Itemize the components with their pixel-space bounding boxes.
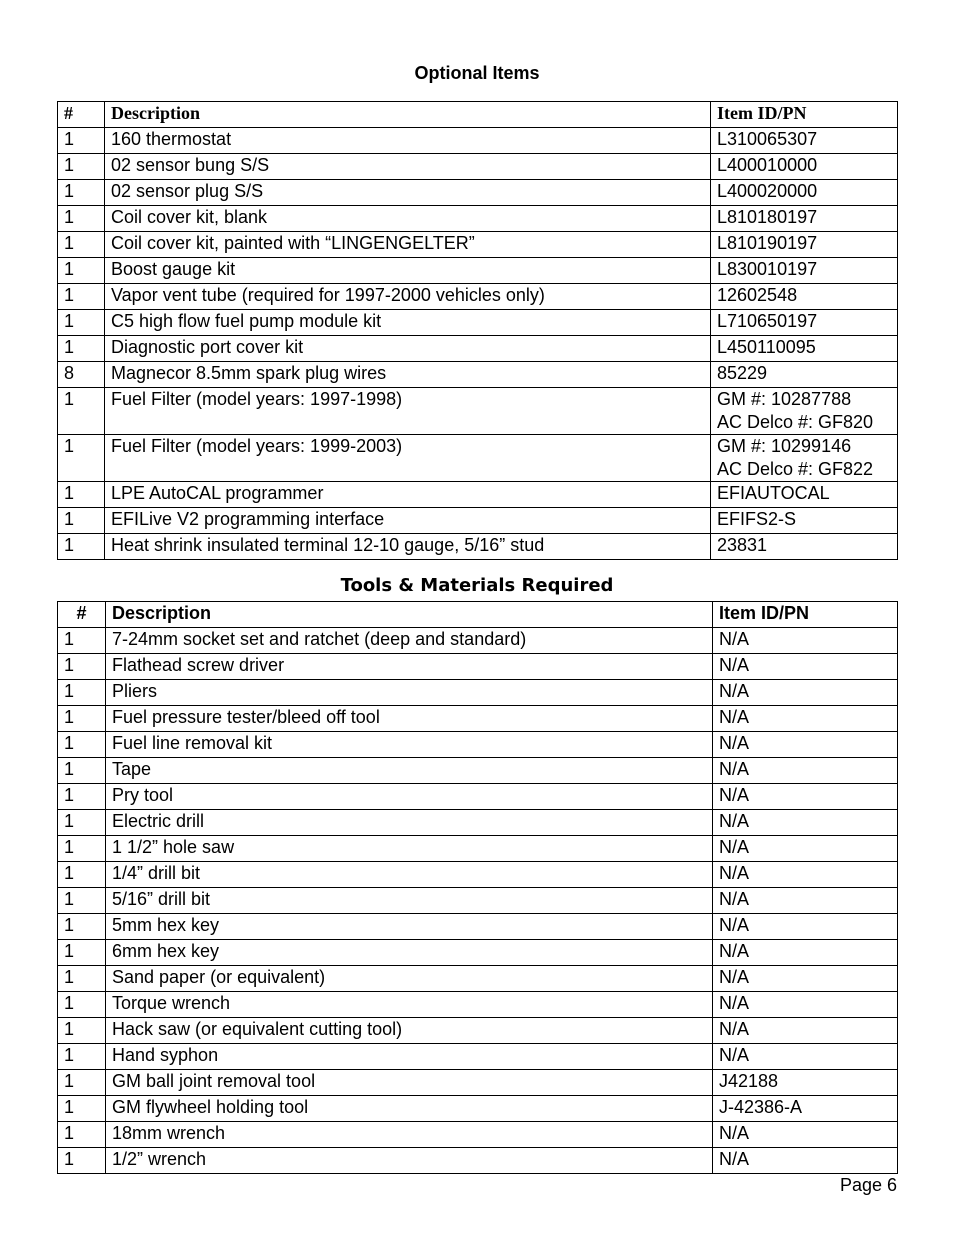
cell-quantity: 1 [58,888,106,914]
cell-item-id: N/A [713,732,898,758]
cell-description: 5mm hex key [106,914,713,940]
table-row [58,732,898,758]
cell-description: Tape [106,758,713,784]
table-row [58,706,898,732]
cell-description: Fuel Filter (model years: 1997-1998) [105,388,711,435]
cell-item-id: J-42386-A [713,1096,898,1122]
table-row [58,1122,898,1148]
cell-description: GM ball joint removal tool [106,1070,713,1096]
cell-description: GM flywheel holding tool [106,1096,713,1122]
col-header-description: Description [106,602,713,628]
table-row [58,232,898,258]
table-row [58,1148,898,1174]
table-row [58,940,898,966]
cell-item-id: L810190197 [711,232,898,258]
cell-quantity: 1 [58,310,105,336]
cell-item-id: L710650197 [711,310,898,336]
cell-description: 1/2” wrench [106,1148,713,1174]
cell-description: Coil cover kit, painted with “LINGENGELTER” [105,232,711,258]
cell-description: Pry tool [106,784,713,810]
cell-item-id: N/A [713,1044,898,1070]
cell-description: 160 thermostat [105,128,711,154]
table-row [58,508,898,534]
cell-description: EFILive V2 programming interface [105,508,711,534]
table-row [58,1096,898,1122]
table-row [58,810,898,836]
cell-item-id: 12602548 [711,284,898,310]
cell-quantity: 1 [58,992,106,1018]
table-row [58,154,898,180]
cell-quantity: 1 [58,940,106,966]
cell-quantity: 1 [58,232,105,258]
cell-item-id: N/A [713,758,898,784]
cell-quantity: 1 [58,206,105,232]
cell-line: AC Delco #: GF820 [717,412,874,432]
cell-description: Fuel line removal kit [106,732,713,758]
cell-description: Fuel Filter (model years: 1999-2003) [105,435,711,482]
cell-item-id: EFIAUTOCAL [711,482,898,508]
cell-description: LPE AutoCAL programmer [105,482,711,508]
table-row [58,1070,898,1096]
cell-quantity: 1 [58,1148,106,1174]
cell-item-id: N/A [713,654,898,680]
cell-item-id: N/A [713,784,898,810]
tools-materials-title: Tools & Materials Required [340,575,614,596]
table-row [58,1044,898,1070]
col-header-number: # [58,102,105,128]
cell-description: 1/4” drill bit [106,862,713,888]
cell-item-id: N/A [713,680,898,706]
cell-description: 18mm wrench [106,1122,713,1148]
cell-item-id: L450110095 [711,336,898,362]
table-row [58,966,898,992]
table-header-row [58,102,898,128]
cell-description: Heat shrink insulated terminal 12-10 gauge, 5/16” stud [105,534,711,560]
cell-description: 7-24mm socket set and ratchet (deep and standard) [106,628,713,654]
table-row [58,836,898,862]
cell-description: 5/16” drill bit [106,888,713,914]
cell-description: Vapor vent tube (required for 1997-2000 vehicles only) [105,284,711,310]
table-row [58,534,898,560]
col-header-item-id: Item ID/PN [713,602,898,628]
cell-quantity: 1 [58,862,106,888]
table-row [58,258,898,284]
cell-quantity: 1 [58,508,105,534]
cell-description: 1 1/2” hole saw [106,836,713,862]
cell-item-id: 85229 [711,362,898,388]
cell-item-id: N/A [713,706,898,732]
cell-quantity: 1 [58,654,106,680]
cell-line: GM #: 10299146 [717,436,852,456]
cell-item-id: N/A [713,810,898,836]
cell-item-id: N/A [713,940,898,966]
table-row [58,206,898,232]
cell-item-id: N/A [713,914,898,940]
cell-quantity: 1 [58,1122,106,1148]
cell-quantity: 1 [58,810,106,836]
table-row [58,758,898,784]
cell-item-id: J42188 [713,1070,898,1096]
cell-description: Boost gauge kit [105,258,711,284]
cell-description: Diagnostic port cover kit [105,336,711,362]
cell-quantity: 1 [58,836,106,862]
cell-quantity: 1 [58,1044,106,1070]
cell-quantity: 1 [58,482,105,508]
tools-materials-table [57,601,898,1174]
table-row [58,888,898,914]
cell-description: Sand paper (or equivalent) [106,966,713,992]
cell-quantity: 1 [58,1018,106,1044]
cell-item-id: EFIFS2-S [711,508,898,534]
cell-quantity: 1 [58,180,105,206]
table-row [58,128,898,154]
cell-quantity: 1 [58,284,105,310]
table-row [58,862,898,888]
cell-quantity: 1 [58,1070,106,1096]
table-header-row [58,602,898,628]
cell-item-id: 23831 [711,534,898,560]
cell-description: C5 high flow fuel pump module kit [105,310,711,336]
cell-description: Hand syphon [106,1044,713,1070]
table-row [58,284,898,310]
cell-quantity: 1 [58,758,106,784]
cell-description: Fuel pressure tester/bleed off tool [106,706,713,732]
cell-item-id: L400010000 [711,154,898,180]
table-row [58,784,898,810]
cell-item-id: N/A [713,1148,898,1174]
cell-item-id: N/A [713,628,898,654]
cell-description: 02 sensor plug S/S [105,180,711,206]
cell-description: Electric drill [106,810,713,836]
cell-item-id [711,435,898,482]
cell-description: Coil cover kit, blank [105,206,711,232]
cell-item-id: N/A [713,888,898,914]
table-row [58,992,898,1018]
cell-item-id: L810180197 [711,206,898,232]
cell-quantity: 1 [58,336,105,362]
cell-quantity: 1 [58,154,105,180]
cell-quantity: 1 [58,680,106,706]
cell-quantity: 1 [58,534,105,560]
col-header-description: Description [105,102,711,128]
page-number: Page 6 [839,1175,897,1195]
cell-line: AC Delco #: GF822 [717,459,874,479]
table-row [58,310,898,336]
cell-item-id: N/A [713,862,898,888]
cell-quantity: 1 [58,914,106,940]
cell-item-id: N/A [713,1018,898,1044]
cell-item-id: N/A [713,1122,898,1148]
cell-description: Magnecor 8.5mm spark plug wires [105,362,711,388]
cell-item-id: N/A [713,966,898,992]
table-row [58,388,898,435]
cell-quantity: 1 [58,706,106,732]
cell-line: GM #: 10287788 [717,389,852,409]
table-row [58,482,898,508]
cell-description: Flathead screw driver [106,654,713,680]
cell-item-id: N/A [713,992,898,1018]
table-row [58,914,898,940]
cell-quantity: 8 [58,362,105,388]
cell-quantity: 1 [58,628,106,654]
cell-item-id: L830010197 [711,258,898,284]
optional-items-title: Optional Items [414,63,540,83]
table-row [58,628,898,654]
cell-description: Hack saw (or equivalent cutting tool) [106,1018,713,1044]
table-row [58,362,898,388]
cell-item-id: L310065307 [711,128,898,154]
cell-quantity: 1 [58,784,106,810]
cell-quantity: 1 [58,966,106,992]
cell-item-id: L400020000 [711,180,898,206]
cell-quantity: 1 [58,388,105,435]
cell-quantity: 1 [58,732,106,758]
cell-description: Pliers [106,680,713,706]
table-row [58,680,898,706]
table-row [58,180,898,206]
cell-quantity: 1 [58,435,105,482]
cell-description: Torque wrench [106,992,713,1018]
col-header-number: # [58,602,106,628]
col-header-item-id: Item ID/PN [711,102,898,128]
table-row [58,1018,898,1044]
cell-item-id: N/A [713,836,898,862]
cell-item-id [711,388,898,435]
cell-description: 6mm hex key [106,940,713,966]
table-row [58,336,898,362]
optional-items-table [57,101,898,560]
cell-quantity: 1 [58,1096,106,1122]
cell-quantity: 1 [58,258,105,284]
cell-description: 02 sensor bung S/S [105,154,711,180]
table-row [58,435,898,482]
table-row [58,654,898,680]
cell-quantity: 1 [58,128,105,154]
